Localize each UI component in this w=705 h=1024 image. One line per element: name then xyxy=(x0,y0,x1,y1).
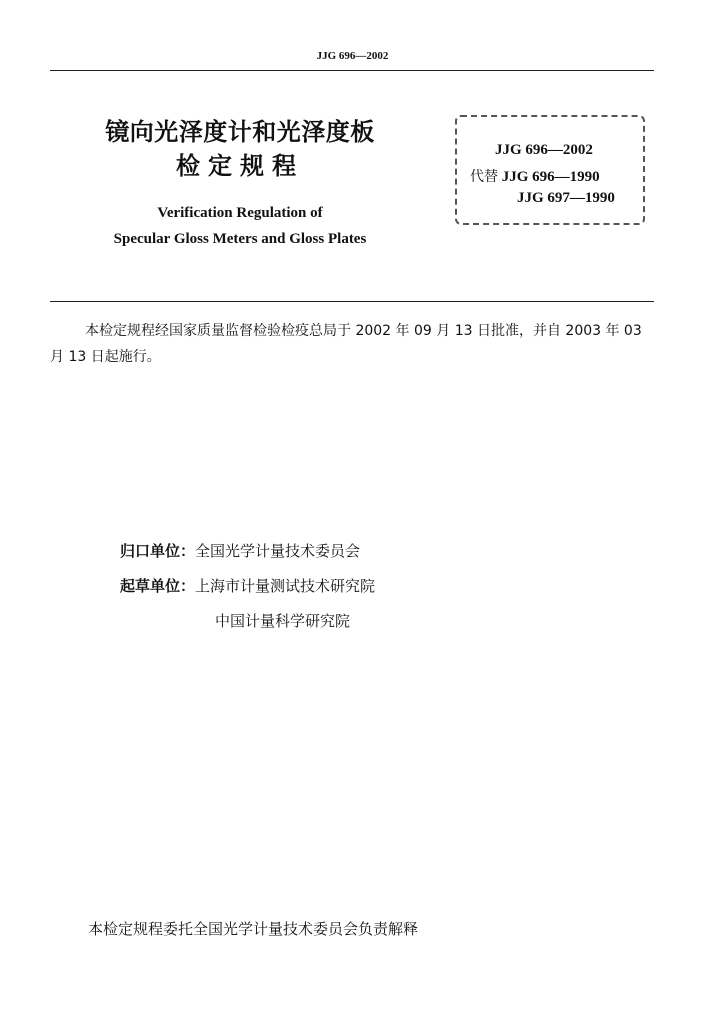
interpretation-note: 本检定规程委托全国光学计量技术委员会负责解释 xyxy=(88,920,419,938)
replaces-prefix: 代替 xyxy=(470,169,498,185)
drafting-unit-row xyxy=(120,575,375,596)
title-chinese-line1: 镜向光泽度计和光泽度板 xyxy=(105,118,375,146)
approval-statement: 本检定规程经国家质量监督检验检疫总局于 2002 年 09 月 13 日批准，并自 2003 年 03 月 13 日起施行。 xyxy=(50,323,642,365)
drafting-unit-label: 起草单位： xyxy=(120,577,196,595)
replaces-code-2: JJG 697—1990 xyxy=(517,190,615,206)
replaces-code-1 xyxy=(470,166,600,186)
drafting-unit-value-1: 上海市计量测试技术研究院 xyxy=(195,577,376,595)
responsible-unit-value: 全国光学计量技术委员会 xyxy=(195,542,361,560)
title-english-line2: Specular Gloss Meters and Gloss Plates xyxy=(113,231,367,247)
drafting-unit-value-2: 中国计量科学研究院 xyxy=(215,612,351,630)
responsible-unit-row xyxy=(120,540,360,561)
replaces-code-1-value: JJG 696—1990 xyxy=(501,169,600,185)
middle-divider xyxy=(50,301,654,302)
responsible-unit-label: 归口单位： xyxy=(120,542,196,560)
top-divider xyxy=(50,70,654,71)
title-chinese-line2: 检定规程 xyxy=(176,152,304,180)
header-standard-code: JJG 696—2002 xyxy=(316,50,389,62)
standard-code-main: JJG 696—2002 xyxy=(495,142,593,158)
title-english-line1: Verification Regulation of xyxy=(157,205,323,221)
